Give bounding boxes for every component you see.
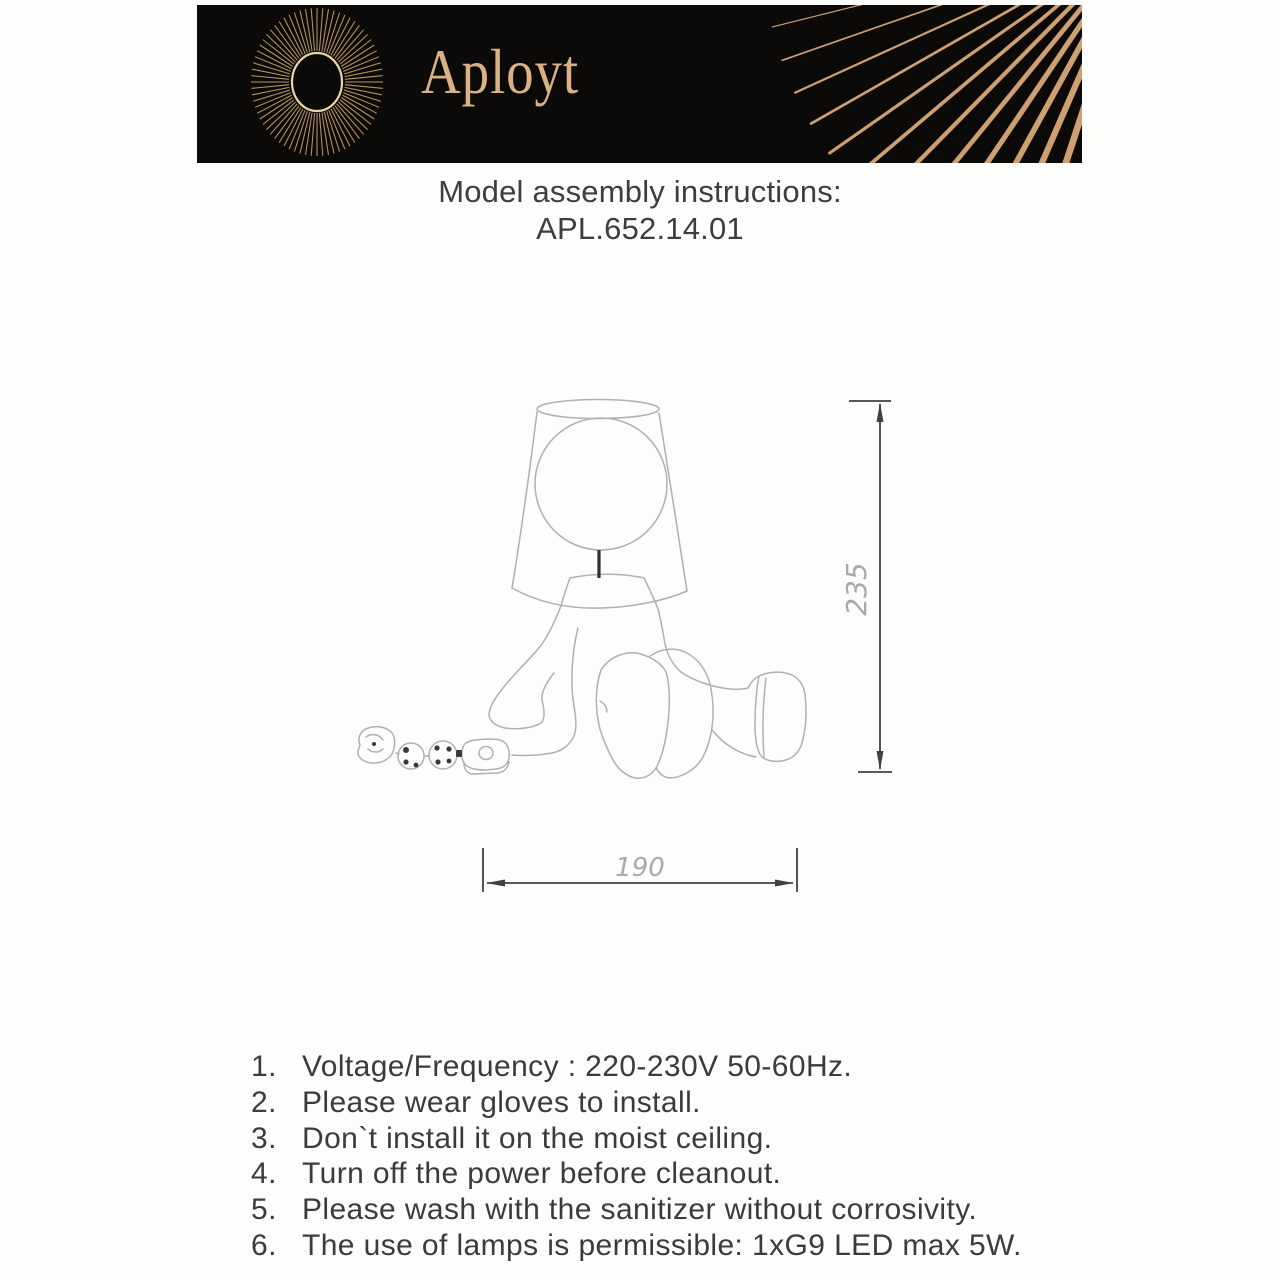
instruction-item	[251, 1121, 1022, 1157]
instruction-item	[251, 1049, 1022, 1085]
item-text: Please wear gloves to install.	[302, 1085, 701, 1119]
brand-logo-text: Aployt	[421, 36, 580, 107]
height-dimension-label: 235	[840, 562, 873, 616]
item-text: Voltage/Frequency : 220-230V 50-60Hz.	[302, 1050, 853, 1083]
item-number: 4.	[251, 1157, 277, 1191]
plug-prong-holes	[372, 742, 462, 767]
height-dimension	[840, 401, 892, 772]
width-dimension-label: 190	[615, 853, 665, 883]
item-number: 2.	[251, 1085, 277, 1119]
item-text: Don`t install it on the moist ceiling.	[302, 1121, 773, 1155]
instruction-item	[251, 1156, 1022, 1192]
item-number: 6.	[251, 1228, 277, 1262]
item-text: Turn off the power before cleanout.	[302, 1157, 782, 1191]
item-number: 1.	[251, 1050, 277, 1083]
item-text: The use of lamps is permissible: 1xG9 LED max 5W.	[302, 1228, 1022, 1262]
power-cord	[396, 753, 552, 756]
head-outline	[535, 418, 667, 550]
instructions-list	[251, 1049, 1022, 1264]
page-title: Model assembly instructions:	[438, 174, 842, 209]
width-dimension	[483, 848, 797, 892]
inline-switch	[462, 739, 510, 774]
item-text: Please wash with the sanitizer without corrosivity.	[302, 1193, 978, 1227]
item-number: 5.	[251, 1193, 277, 1227]
instruction-item	[251, 1085, 1022, 1121]
model-number: APL.652.14.01	[536, 211, 744, 246]
body-outline	[489, 574, 806, 778]
item-number: 3.	[251, 1121, 277, 1155]
instruction-item	[251, 1192, 1022, 1228]
instruction-item	[251, 1228, 1022, 1264]
